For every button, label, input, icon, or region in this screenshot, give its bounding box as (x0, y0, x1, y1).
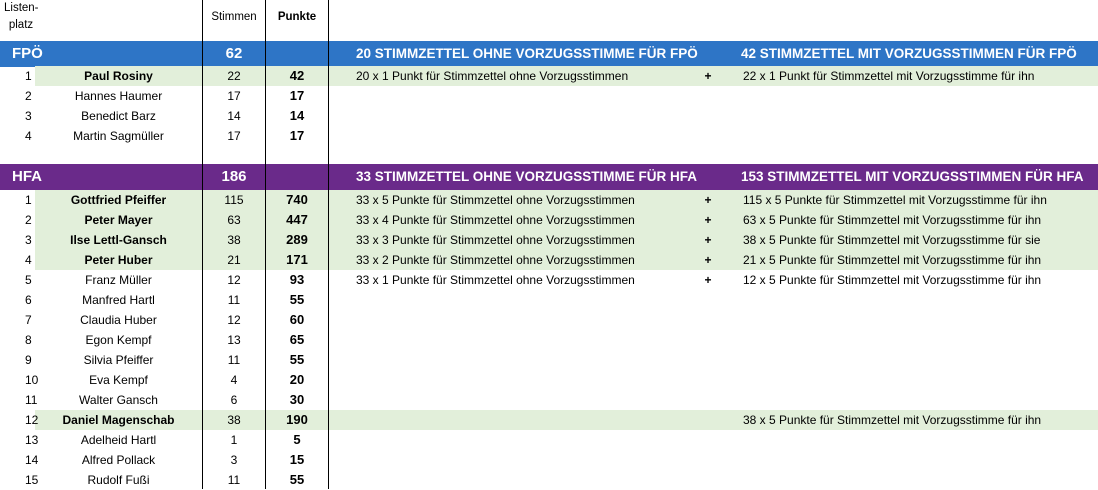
table-row (0, 470, 1098, 490)
punkte-cell: 60 (289, 312, 305, 327)
calc-without-preference: 33 x 2 Punkte für Stimmzettel ohne Vorzugsstimmen (356, 253, 635, 267)
table-row (0, 390, 1098, 410)
rank-cell: 9 (25, 353, 32, 367)
calc-without-preference (356, 330, 696, 350)
candidate-name: Walter Gansch (79, 393, 158, 407)
plus-sign: + (704, 233, 712, 247)
calc-with-preference (743, 430, 1093, 450)
calc-without-preference: 33 x 4 Punkte für Stimmzettel ohne Vorzugsstimmen (356, 213, 635, 227)
candidate-name: Peter Mayer (84, 213, 153, 227)
rank-cell: 10 (25, 373, 39, 387)
punkte-cell: 15 (289, 452, 305, 467)
calc-with-preference: 21 x 5 Punkte für Stimmzettel mit Vorzugsstimme für ihn (743, 253, 1042, 267)
rank-cell: 13 (25, 433, 39, 447)
plus-sign (700, 370, 716, 390)
calc-with-preference (743, 470, 1093, 490)
calc-with-preference (743, 126, 1093, 146)
party-heading-with-preference: 153 STIMMZETTEL MIT VORZUGSSTIMMEN FÜR HFA (741, 169, 1084, 184)
plus-sign (700, 410, 716, 430)
party-name: FPÖ (12, 45, 43, 62)
punkte-cell: 30 (289, 392, 305, 407)
calc-with-preference: 63 x 5 Punkte für Stimmzettel mit Vorzugsstimme für ihn (743, 213, 1042, 227)
stimmen-cell: 11 (227, 353, 241, 367)
calc-without-preference: 33 x 5 Punkte für Stimmzettel ohne Vorzugsstimmen (356, 193, 635, 207)
stimmen-cell: 14 (227, 109, 241, 123)
calc-with-preference (743, 390, 1093, 410)
header-listenplatz-line1: Listen- (4, 2, 39, 14)
candidate-name: Franz Müller (85, 273, 152, 287)
stimmen-cell: 4 (230, 373, 238, 387)
stimmen-cell: 21 (227, 253, 241, 267)
calc-with-preference (743, 86, 1093, 106)
table-row (0, 450, 1098, 470)
rank-cell: 15 (25, 473, 39, 487)
punkte-cell: 5 (293, 432, 301, 447)
plus-sign (700, 106, 716, 126)
plus-sign: + (704, 253, 712, 267)
party-total: 62 (225, 45, 243, 62)
column-divider (265, 0, 266, 489)
stimmen-cell: 11 (227, 473, 241, 487)
table-row (0, 370, 1098, 390)
stimmen-cell: 22 (227, 69, 241, 83)
party-heading-without-preference: 20 STIMMZETTEL OHNE VORZUGSSTIMME FÜR FPÖ (356, 46, 698, 61)
plus-sign (700, 126, 716, 146)
candidate-name: Eva Kempf (89, 373, 148, 387)
plus-sign (700, 310, 716, 330)
calc-with-preference (743, 106, 1093, 126)
candidate-name: Paul Rosiny (84, 69, 153, 83)
plus-sign (700, 430, 716, 450)
rank-cell: 3 (25, 109, 32, 123)
rank-cell: 1 (25, 193, 32, 207)
column-divider (202, 0, 203, 489)
plus-sign (700, 470, 716, 490)
table-row (0, 230, 1098, 250)
candidate-name: Rudolf Fußi (87, 473, 150, 487)
calc-without-preference (356, 450, 696, 470)
calc-without-preference (356, 350, 696, 370)
stimmen-cell: 11 (227, 293, 241, 307)
party-total: 186 (221, 168, 247, 185)
punkte-cell: 55 (289, 292, 305, 307)
punkte-cell: 55 (289, 352, 305, 367)
calc-without-preference (356, 86, 696, 106)
rank-cell: 2 (25, 213, 32, 227)
calc-with-preference (743, 290, 1093, 310)
rank-cell: 2 (25, 89, 32, 103)
plus-sign (700, 86, 716, 106)
rank-cell: 4 (25, 253, 32, 267)
candidate-name: Benedict Barz (81, 109, 156, 123)
candidate-name: Daniel Magenschab (62, 413, 175, 427)
calc-with-preference (743, 310, 1093, 330)
party-header-fpo (0, 41, 1098, 67)
table-row (0, 290, 1098, 310)
table-row (0, 410, 1098, 430)
punkte-cell: 65 (289, 332, 305, 347)
stimmen-cell: 115 (224, 193, 244, 207)
calc-with-preference: 38 x 5 Punkte für Stimmzettel mit Vorzugsstimme für ihn (743, 413, 1042, 427)
calc-without-preference (356, 310, 696, 330)
calc-without-preference (356, 430, 696, 450)
calc-without-preference (356, 370, 696, 390)
plus-sign: + (704, 193, 712, 207)
table-row (0, 190, 1098, 210)
candidate-name: Adelheid Hartl (80, 433, 157, 447)
calc-without-preference: 20 x 1 Punkt für Stimmzettel ohne Vorzugsstimmen (356, 69, 629, 83)
punkte-cell: 20 (289, 372, 305, 387)
stimmen-cell: 38 (227, 233, 241, 247)
header-listenplatz (4, 0, 38, 34)
calc-without-preference (356, 106, 696, 126)
stimmen-cell: 3 (230, 453, 238, 467)
calc-without-preference (356, 390, 696, 410)
column-divider (328, 0, 329, 489)
calc-without-preference (356, 126, 696, 146)
plus-sign: + (704, 69, 712, 83)
table-row (0, 310, 1098, 330)
calc-without-preference (356, 410, 696, 430)
table-row (0, 86, 1098, 106)
calc-without-preference: 33 x 3 Punkte für Stimmzettel ohne Vorzugsstimmen (356, 233, 635, 247)
table-row (0, 106, 1098, 126)
table-row (0, 66, 1098, 86)
plus-sign (700, 330, 716, 350)
stimmen-cell: 63 (227, 213, 241, 227)
stimmen-cell: 12 (227, 313, 241, 327)
plus-sign (700, 350, 716, 370)
calc-without-preference: 33 x 1 Punkte für Stimmzettel ohne Vorzugsstimmen (356, 273, 635, 287)
calc-without-preference (356, 290, 696, 310)
table-row (0, 430, 1098, 450)
rank-cell: 7 (25, 313, 32, 327)
calc-with-preference (743, 370, 1093, 390)
rank-cell: 1 (25, 69, 32, 83)
punkte-cell: 190 (286, 412, 308, 427)
rank-cell: 4 (25, 129, 32, 143)
punkte-cell: 93 (289, 272, 305, 287)
candidate-name: Manfred Hartl (82, 293, 155, 307)
stimmen-cell: 6 (230, 393, 238, 407)
stimmen-cell: 1 (230, 433, 238, 447)
header-punkte: Punkte (277, 11, 317, 23)
stimmen-cell: 17 (227, 89, 241, 103)
table-row (0, 250, 1098, 270)
candidate-name: Alfred Pollack (81, 453, 156, 467)
stimmen-cell: 12 (227, 273, 241, 287)
punkte-cell: 171 (286, 252, 308, 267)
candidate-name: Martin Sagmüller (73, 129, 164, 143)
rank-cell: 6 (25, 293, 32, 307)
stimmen-cell: 38 (227, 413, 241, 427)
punkte-cell: 55 (289, 472, 305, 487)
rank-cell: 14 (25, 453, 39, 467)
punkte-cell: 14 (289, 108, 305, 123)
table-row (0, 210, 1098, 230)
calc-with-preference: 12 x 5 Punkte für Stimmzettel mit Vorzugsstimme für ihn (743, 273, 1042, 287)
table-row (0, 270, 1098, 290)
rank-cell: 5 (25, 273, 32, 287)
plus-sign (700, 450, 716, 470)
table-row (0, 350, 1098, 370)
party-name: HFA (12, 168, 42, 185)
candidate-name: Hannes Haumer (74, 89, 163, 103)
calc-with-preference (743, 450, 1093, 470)
rank-cell: 3 (25, 233, 32, 247)
calc-with-preference (743, 350, 1093, 370)
calc-with-preference: 38 x 5 Punkte für Stimmzettel mit Vorzugsstimme für sie (743, 233, 1041, 247)
punkte-cell: 447 (286, 212, 308, 227)
header-stimmen: Stimmen (211, 11, 257, 23)
calc-with-preference: 22 x 1 Punkt für Stimmzettel mit Vorzugsstimme für ihn (743, 69, 1035, 83)
stimmen-cell: 13 (227, 333, 241, 347)
party-heading-with-preference: 42 STIMMZETTEL MIT VORZUGSSTIMMEN FÜR FPÖ (741, 46, 1077, 61)
table-row (0, 126, 1098, 146)
calc-with-preference (743, 330, 1093, 350)
punkte-cell: 740 (286, 192, 308, 207)
punkte-cell: 289 (286, 232, 308, 247)
header-listenplatz-line2: platz (8, 19, 34, 31)
candidate-name: Silvia Pfeiffer (83, 353, 154, 367)
punkte-cell: 17 (289, 128, 305, 143)
party-header-hfa (0, 164, 1098, 190)
calc-without-preference (356, 470, 696, 490)
plus-sign (700, 290, 716, 310)
plus-sign: + (704, 273, 712, 287)
candidate-name: Peter Huber (84, 253, 153, 267)
candidate-name: Ilse Lettl-Gansch (70, 233, 167, 247)
candidate-name: Gottfried Pfeiffer (70, 193, 167, 207)
plus-sign (700, 390, 716, 410)
calc-with-preference: 115 x 5 Punkte für Stimmzettel mit Vorzugsstimme für ihn (743, 193, 1047, 207)
party-heading-without-preference: 33 STIMMZETTEL OHNE VORZUGSSTIMME FÜR HFA (356, 169, 698, 184)
rank-cell: 8 (25, 333, 32, 347)
plus-sign: + (704, 213, 712, 227)
candidate-name: Claudia Huber (80, 313, 157, 327)
stimmen-cell: 17 (227, 129, 241, 143)
table-row (0, 330, 1098, 350)
punkte-cell: 42 (289, 68, 305, 83)
punkte-cell: 17 (289, 88, 305, 103)
rank-cell: 11 (25, 393, 38, 407)
rank-cell: 12 (25, 413, 39, 427)
candidate-name: Egon Kempf (85, 333, 152, 347)
